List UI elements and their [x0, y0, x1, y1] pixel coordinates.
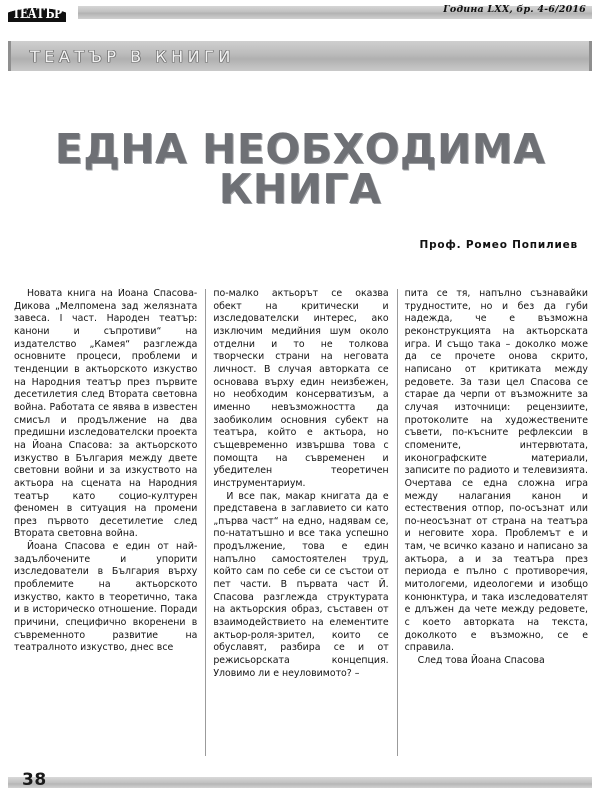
paragraph: И все пак, макар книгата да е представена в заглавието си като „първа част“ на едно, надявам се, по-нататъшно и все така успешно продължение, това е един напълно самостоятелен труд, който сам по себе си се състои от пет части. В първата част Й. Спасова разглежда структурата на актьорския образ, съставен от взаимодействието на елементите актьор-роля-зрител, които се обуславят, разбира се и от режисьорската концепция. Уловимо ли е неуловимото? –	[213, 490, 389, 679]
section-banner-right-edge	[589, 41, 592, 71]
paragraph: Йоана Спасова е един от най-задълбочените и упорити изследователи в България върху проблемите на актьорското изкуство, както в теоретично, така и в историческо отношение. Поради причини, специфично вкоренени в съвременното развитие на театралното изкуство, днес все	[14, 541, 198, 654]
body-column-3	[397, 288, 588, 758]
masthead-logo	[8, 3, 66, 22]
page-number: 38	[22, 770, 47, 790]
paragraph: Новата книга на Йоана Спасова-Дикова „Мелпомена зад желязната завеса. I част. Народен театър: канони и съпротиви“ на издателство „Камея“ разглежда основните процеси, проблеми и тенденции в актьорското изкуство на Народния театър през първите десетилетия след Втората световна война. Работата се явява в известен смисъл и продължение на два предишни изследователски проекта на Йоана Спасова: за актьорското изкуство в България между двете световни войни и за изкуството на актьора на сцената на Народния театър като социо-културен феномен в ситуация на промени през първото десетилетие след Втората световна война.	[14, 288, 198, 540]
body-column-1	[14, 288, 205, 758]
article-headline	[28, 125, 572, 214]
section-title: ТЕАТЪР В КНИГИ	[30, 46, 235, 66]
paragraph: пита се тя, напълно съзнавайки трудностите, но и без да губи надежда, че е възможна реконструкцията на актьорската игра. И също така – доколко може да се прочете онова скрито, написано от критиката между редовете. За тази цел Спасова се старае да черпи от възможните за случая източници: рецензиите, протоколите на художествените съвети, по-късните рефлексии в спомените, интервютата, иконографските материали, записите по радиото и телевизията. Очертава се една сложна игра между налагания канон и естествения отпор, по-осъзнат или по-неосъзнат от страна на театъра и неговите хора. Проблемът е и там, че всичко казано и написано за актьора, а и за театъра през периода е пълно с противоречия, митологеми, идеологеми и изобщо конюнктура, и така изследователят е длъжен да чете между редовете, с което авторката на текста, доколкото е възможно, се е справила.	[404, 288, 588, 654]
section-banner-left-edge	[8, 41, 11, 71]
headline-line-1: ЕДНА НЕОБХОДИМА	[54, 125, 546, 173]
masthead-logo-text: ТЕАТЪР	[12, 5, 62, 22]
article-body	[14, 288, 588, 758]
page-footer	[0, 764, 600, 800]
article-byline: Проф. Ромео Попилиев	[419, 239, 578, 252]
section-banner	[8, 41, 592, 71]
headline-line-2: КНИГА	[218, 165, 382, 214]
paragraph: по-малко актьорът се оказва обект на критически и изследователски интерес, ако изключим медийния шум около отделни и то не толкова творчески страни на неговата личност. В случая авторката се основава върху един неизбежен, но необходим консерватизъм, а именно невъзможността да заобиколим основния субект на театъра, който е актьора, но същевременно извършва това с помощта на съвременен и убедителен теоретичен инструментариум.	[213, 288, 389, 489]
paragraph: След това Йоана Спасова	[417, 655, 545, 667]
footer-rule	[8, 777, 592, 788]
body-column-2	[205, 288, 396, 758]
issue-line: Година LXX, бр. 4-6/2016	[443, 4, 586, 15]
running-head	[0, 0, 600, 26]
